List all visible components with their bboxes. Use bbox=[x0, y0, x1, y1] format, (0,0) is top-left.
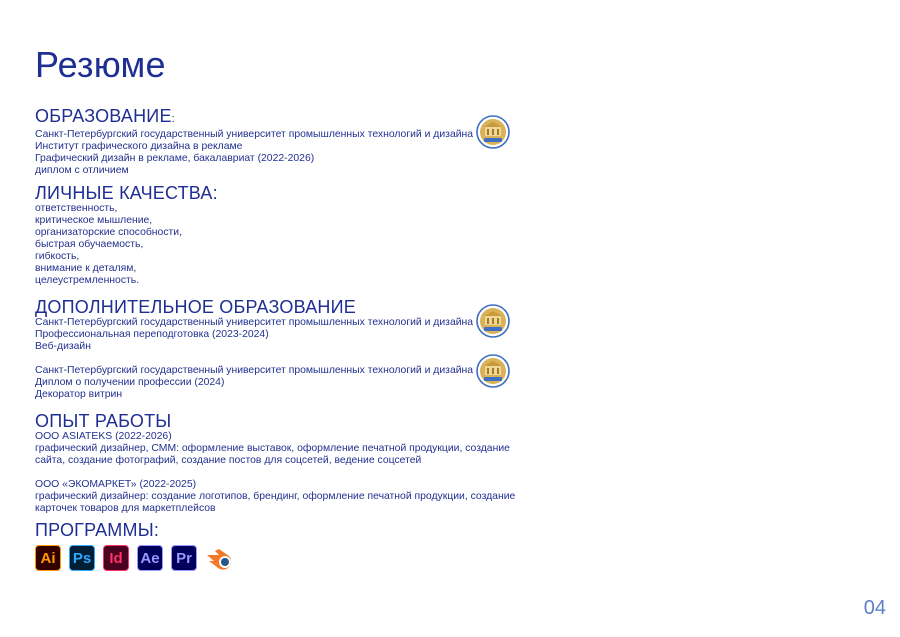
education-line: Санкт-Петербургский государственный университет промышленных технологий и дизайна bbox=[35, 129, 474, 140]
additional-education-line: Санкт-Петербургский государственный университет промышленных технологий и дизайна bbox=[35, 365, 474, 376]
qualities-heading: ЛИЧНЫЕ КАЧЕСТВА: bbox=[35, 183, 218, 203]
photoshop-icon: Ps bbox=[69, 545, 95, 571]
experience-line: сайта, создание фотографий, создание постов для соцсетей, ведение соцсетей bbox=[35, 455, 422, 466]
programs-heading: ПРОГРАММЫ: bbox=[35, 520, 160, 540]
qualities-section bbox=[35, 183, 515, 287]
university-emblem-icon bbox=[476, 354, 510, 388]
indesign-icon: Id bbox=[103, 545, 129, 571]
education-section bbox=[35, 106, 515, 177]
additional-education-line: Диплом о получении профессии (2024) bbox=[35, 377, 225, 388]
experience-line: ООО ASIATEKS (2022-2026) bbox=[35, 431, 172, 442]
additional-education-line: Веб-дизайн bbox=[35, 341, 91, 352]
additional-education-heading: ДОПОЛНИТЕЛЬНОЕ ОБРАЗОВАНИЕ bbox=[35, 297, 356, 317]
experience-line: карточек товаров для маркетплейсов bbox=[35, 503, 216, 514]
programs-section bbox=[35, 520, 515, 540]
page-title: Резюме bbox=[35, 44, 166, 85]
additional-education-line: Санкт-Петербургский государственный университет промышленных технологий и дизайна bbox=[35, 317, 474, 328]
education-heading: ОБРАЗОВАНИЕ: bbox=[35, 106, 175, 126]
quality-item: быстрая обучаемость, bbox=[35, 239, 144, 250]
experience-line: ООО «ЭКОМАРКЕТ» (2022-2025) bbox=[35, 479, 197, 490]
blender-icon bbox=[205, 545, 239, 571]
education-line: диплом с отличием bbox=[35, 165, 129, 176]
additional-education-section bbox=[35, 297, 515, 401]
additional-education-line: Декоратор витрин bbox=[35, 389, 123, 400]
page-number: 04 bbox=[863, 597, 886, 619]
experience-heading: ОПЫТ РАБОТЫ bbox=[35, 411, 172, 431]
quality-item: ответственность, bbox=[35, 203, 118, 214]
experience-line: графический дизайнер: создание логотипов, брендинг, оформление печатной продукции, создание bbox=[35, 491, 516, 502]
quality-item: целеустремленность. bbox=[35, 275, 140, 286]
quality-item: внимание к деталям, bbox=[35, 263, 137, 274]
quality-item: критическое мышление, bbox=[35, 215, 153, 226]
university-emblem-icon bbox=[476, 115, 510, 149]
illustrator-icon: Ai bbox=[35, 545, 61, 571]
after-effects-icon: Ae bbox=[137, 545, 163, 571]
quality-item: организаторские способности, bbox=[35, 227, 182, 238]
premiere-icon: Pr bbox=[171, 545, 197, 571]
experience-line: графический дизайнер, СММ: оформление выставок, оформление печатной продукции, создание bbox=[35, 443, 510, 454]
education-line: Графический дизайн в рекламе, бакалавриат (2022-2026) bbox=[35, 153, 315, 164]
experience-section bbox=[35, 411, 515, 515]
quality-item: гибкость, bbox=[35, 251, 80, 262]
education-line: Институт графического дизайна в рекламе bbox=[35, 141, 243, 152]
programs-icons bbox=[35, 545, 239, 571]
university-emblem-icon bbox=[476, 304, 510, 338]
additional-education-line: Профессиональная переподготовка (2023-2024) bbox=[35, 329, 269, 340]
